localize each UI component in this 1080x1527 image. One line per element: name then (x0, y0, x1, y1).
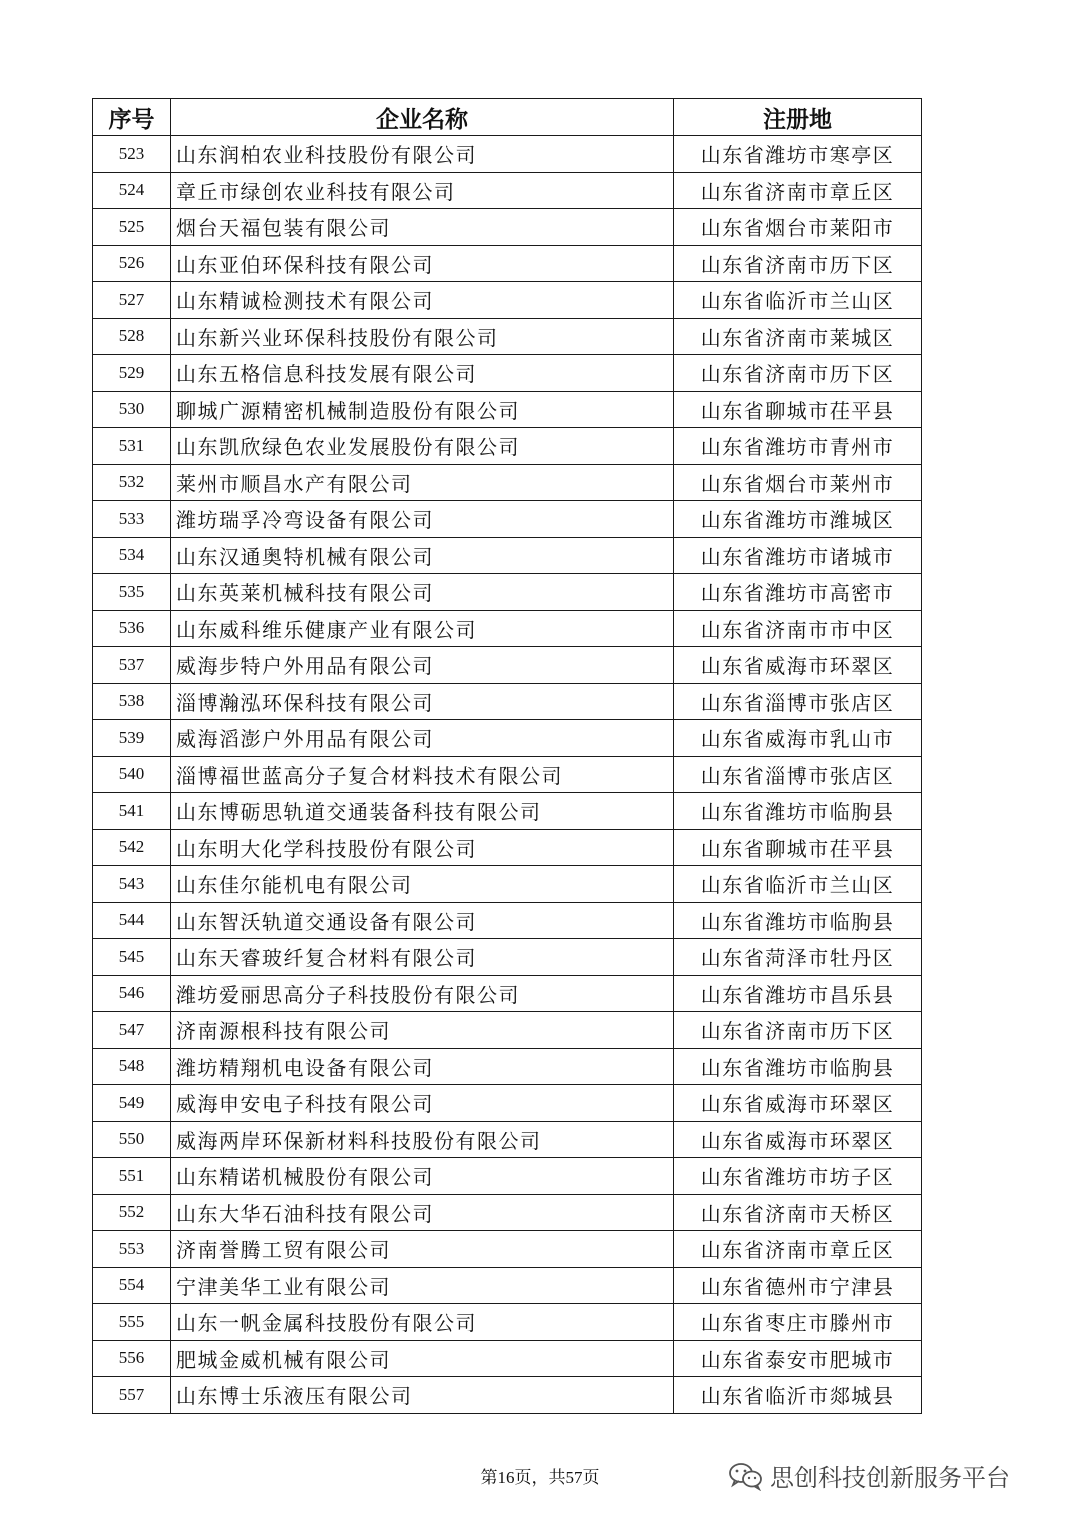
row-company-name: 山东智沃轨道交通设备有限公司 (171, 902, 674, 939)
row-index: 539 (93, 720, 171, 757)
row-company-name: 山东精诺机械股份有限公司 (171, 1158, 674, 1195)
row-registration-place: 山东省济南市天桥区 (674, 1194, 922, 1231)
row-registration-place: 山东省潍坊市临朐县 (674, 793, 922, 830)
row-company-name: 莱州市顺昌水产有限公司 (171, 464, 674, 501)
row-index: 535 (93, 574, 171, 611)
table-row (93, 1012, 922, 1049)
table-row (93, 683, 922, 720)
row-registration-place: 山东省潍坊市潍城区 (674, 501, 922, 538)
row-company-name: 山东亚伯环保科技有限公司 (171, 245, 674, 282)
row-index: 546 (93, 975, 171, 1012)
row-index: 527 (93, 282, 171, 319)
row-company-name: 威海两岸环保新材料科技股份有限公司 (171, 1121, 674, 1158)
row-index: 537 (93, 647, 171, 684)
row-registration-place: 山东省潍坊市青州市 (674, 428, 922, 465)
table-row (93, 1085, 922, 1122)
table-row (93, 501, 922, 538)
row-company-name: 章丘市绿创农业科技有限公司 (171, 172, 674, 209)
row-company-name: 潍坊精翔机电设备有限公司 (171, 1048, 674, 1085)
row-company-name: 潍坊瑞孚冷弯设备有限公司 (171, 501, 674, 538)
row-index: 524 (93, 172, 171, 209)
row-index: 532 (93, 464, 171, 501)
row-registration-place: 山东省威海市环翠区 (674, 1121, 922, 1158)
row-registration-place: 山东省济南市章丘区 (674, 172, 922, 209)
row-index: 554 (93, 1267, 171, 1304)
table-row (93, 1340, 922, 1377)
row-registration-place: 山东省菏泽市牡丹区 (674, 939, 922, 976)
row-company-name: 威海步特户外用品有限公司 (171, 647, 674, 684)
row-registration-place: 山东省潍坊市临朐县 (674, 1048, 922, 1085)
row-index: 533 (93, 501, 171, 538)
row-company-name: 淄博瀚泓环保科技有限公司 (171, 683, 674, 720)
row-registration-place: 山东省烟台市莱阳市 (674, 209, 922, 246)
row-registration-place: 山东省济南市莱城区 (674, 318, 922, 355)
watermark-brand (728, 1458, 1010, 1493)
row-company-name: 山东新兴业环保科技股份有限公司 (171, 318, 674, 355)
row-company-name: 山东明大化学科技股份有限公司 (171, 829, 674, 866)
table-row (93, 647, 922, 684)
row-registration-place: 山东省威海市环翠区 (674, 647, 922, 684)
row-company-name: 山东天睿玻纤复合材料有限公司 (171, 939, 674, 976)
table-row (93, 209, 922, 246)
row-registration-place: 山东省临沂市兰山区 (674, 282, 922, 319)
row-company-name: 烟台天福包装有限公司 (171, 209, 674, 246)
row-company-name: 肥城金威机械有限公司 (171, 1340, 674, 1377)
row-registration-place: 山东省潍坊市临朐县 (674, 902, 922, 939)
row-company-name: 威海申安电子科技有限公司 (171, 1085, 674, 1122)
row-company-name: 威海滔澎户外用品有限公司 (171, 720, 674, 757)
row-registration-place: 山东省济南市章丘区 (674, 1231, 922, 1268)
row-index: 528 (93, 318, 171, 355)
row-index: 549 (93, 1085, 171, 1122)
row-company-name: 山东润柏农业科技股份有限公司 (171, 136, 674, 173)
row-registration-place: 山东省临沂市兰山区 (674, 866, 922, 903)
row-index: 534 (93, 537, 171, 574)
row-index: 545 (93, 939, 171, 976)
row-company-name: 山东精诚检测技术有限公司 (171, 282, 674, 319)
row-index: 540 (93, 756, 171, 793)
row-index: 557 (93, 1377, 171, 1414)
row-registration-place: 山东省临沂市郯城县 (674, 1377, 922, 1414)
table-row (93, 866, 922, 903)
table-row (93, 1158, 922, 1195)
table-row (93, 1231, 922, 1268)
table-row (93, 245, 922, 282)
row-index: 542 (93, 829, 171, 866)
row-index: 536 (93, 610, 171, 647)
row-index: 541 (93, 793, 171, 830)
table-row (93, 720, 922, 757)
table-header-row (93, 99, 922, 136)
header-index: 序号 (93, 99, 171, 136)
table-row (93, 610, 922, 647)
row-registration-place: 山东省烟台市莱州市 (674, 464, 922, 501)
row-index: 547 (93, 1012, 171, 1049)
row-registration-place: 山东省潍坊市高密市 (674, 574, 922, 611)
row-company-name: 山东凯欣绿色农业发展股份有限公司 (171, 428, 674, 465)
row-company-name: 济南源根科技有限公司 (171, 1012, 674, 1049)
row-company-name: 山东汉通奥特机械有限公司 (171, 537, 674, 574)
table-row (93, 1304, 922, 1341)
company-table (92, 98, 922, 1414)
table-row (93, 975, 922, 1012)
table-row (93, 902, 922, 939)
row-company-name: 济南誉腾工贸有限公司 (171, 1231, 674, 1268)
row-registration-place: 山东省潍坊市昌乐县 (674, 975, 922, 1012)
row-registration-place: 山东省淄博市张店区 (674, 756, 922, 793)
row-registration-place: 山东省聊城市茌平县 (674, 391, 922, 428)
row-company-name: 山东大华石油科技有限公司 (171, 1194, 674, 1231)
table-row (93, 464, 922, 501)
table-row (93, 756, 922, 793)
row-index: 551 (93, 1158, 171, 1195)
row-index: 525 (93, 209, 171, 246)
table-row (93, 1194, 922, 1231)
table-row (93, 355, 922, 392)
row-company-name: 潍坊爱丽思高分子科技股份有限公司 (171, 975, 674, 1012)
wechat-icon (728, 1461, 764, 1491)
row-registration-place: 山东省潍坊市寒亭区 (674, 136, 922, 173)
table-row (93, 574, 922, 611)
row-company-name: 山东博砺思轨道交通装备科技有限公司 (171, 793, 674, 830)
table-row (93, 537, 922, 574)
row-index: 548 (93, 1048, 171, 1085)
row-registration-place: 山东省淄博市张店区 (674, 683, 922, 720)
row-company-name: 山东英莱机械科技有限公司 (171, 574, 674, 611)
table-row (93, 1267, 922, 1304)
row-company-name: 山东一帆金属科技股份有限公司 (171, 1304, 674, 1341)
row-registration-place: 山东省济南市历下区 (674, 355, 922, 392)
table-row (93, 1377, 922, 1414)
row-index: 523 (93, 136, 171, 173)
row-registration-place: 山东省泰安市肥城市 (674, 1340, 922, 1377)
row-company-name: 山东威科维乐健康产业有限公司 (171, 610, 674, 647)
watermark-text: 思创科技创新服务平台 (770, 1464, 1010, 1492)
table-row (93, 282, 922, 319)
table-row (93, 829, 922, 866)
row-registration-place: 山东省济南市历下区 (674, 1012, 922, 1049)
row-index: 552 (93, 1194, 171, 1231)
table-row (93, 318, 922, 355)
table-row (93, 1121, 922, 1158)
page-number: 第16页，共57页 (480, 1468, 600, 1487)
row-registration-place: 山东省济南市市中区 (674, 610, 922, 647)
row-registration-place: 山东省威海市环翠区 (674, 1085, 922, 1122)
table-row (93, 172, 922, 209)
table-row (93, 136, 922, 173)
row-registration-place: 山东省潍坊市诸城市 (674, 537, 922, 574)
row-index: 550 (93, 1121, 171, 1158)
row-index: 544 (93, 902, 171, 939)
row-index: 555 (93, 1304, 171, 1341)
table-row (93, 1048, 922, 1085)
row-company-name: 聊城广源精密机械制造股份有限公司 (171, 391, 674, 428)
row-index: 543 (93, 866, 171, 903)
row-index: 529 (93, 355, 171, 392)
row-company-name: 山东博士乐液压有限公司 (171, 1377, 674, 1414)
row-registration-place: 山东省枣庄市滕州市 (674, 1304, 922, 1341)
header-registration-place: 注册地 (674, 99, 922, 136)
row-company-name: 宁津美华工业有限公司 (171, 1267, 674, 1304)
row-index: 526 (93, 245, 171, 282)
row-registration-place: 山东省潍坊市坊子区 (674, 1158, 922, 1195)
row-company-name: 淄博福世蓝高分子复合材料技术有限公司 (171, 756, 674, 793)
row-registration-place: 山东省威海市乳山市 (674, 720, 922, 757)
header-company-name: 企业名称 (171, 99, 674, 136)
table-row (93, 939, 922, 976)
row-index: 556 (93, 1340, 171, 1377)
row-index: 530 (93, 391, 171, 428)
row-company-name: 山东佳尔能机电有限公司 (171, 866, 674, 903)
row-company-name: 山东五格信息科技发展有限公司 (171, 355, 674, 392)
row-index: 531 (93, 428, 171, 465)
row-index: 538 (93, 683, 171, 720)
row-registration-place: 山东省德州市宁津县 (674, 1267, 922, 1304)
table-row (93, 391, 922, 428)
table-row (93, 793, 922, 830)
row-registration-place: 山东省聊城市茌平县 (674, 829, 922, 866)
table-row (93, 428, 922, 465)
row-registration-place: 山东省济南市历下区 (674, 245, 922, 282)
row-index: 553 (93, 1231, 171, 1268)
